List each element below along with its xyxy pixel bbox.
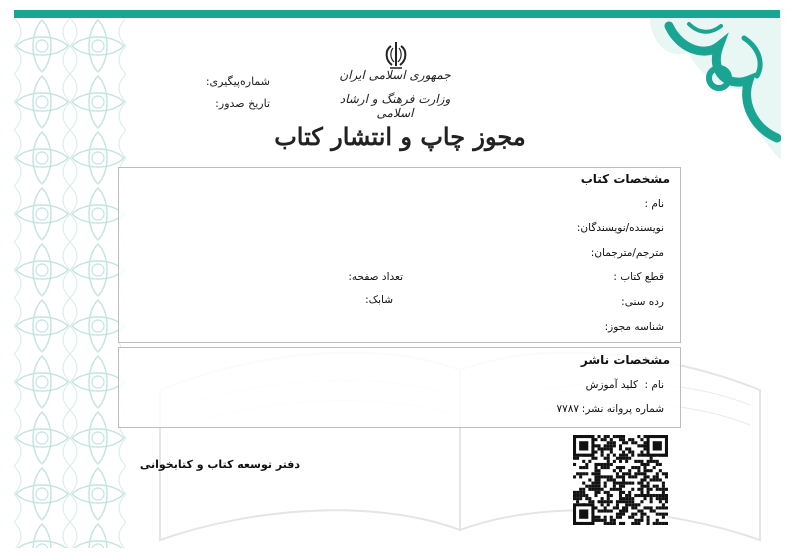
publisher-name-value: کلید آموزش <box>585 379 638 391</box>
permit-id-label: شناسه مجوز: <box>604 321 664 333</box>
publisher-name-label: نام : <box>644 379 664 391</box>
publisher-details-box <box>118 347 681 428</box>
qr-code <box>573 435 668 525</box>
top-accent-bar <box>14 10 780 18</box>
book-format-label: قطع کتاب : <box>613 271 664 283</box>
seal-line-republic: جمهوری اسلامی ایران <box>339 68 451 82</box>
license-number-label: شماره پروانه نشر: <box>581 403 664 415</box>
publisher-details-heading: مشخصات ناشر <box>580 353 670 367</box>
seal-line-ministry: وزارت فرهنگ و ارشاد اسلامی <box>339 92 451 120</box>
license-number-value: ۷۷۸۷ <box>556 403 579 415</box>
iran-emblem-icon <box>380 40 412 70</box>
book-name-label: نام : <box>644 198 664 210</box>
book-details-heading: مشخصات کتاب <box>580 172 670 186</box>
translators-label: مترجم/مترجمان: <box>590 247 664 259</box>
page-count-label: تعداد صفحه: <box>348 271 403 283</box>
isbn-label: شابک: <box>365 294 393 306</box>
left-ornament-pattern <box>14 18 126 548</box>
age-group-label: رده سنی: <box>621 296 664 308</box>
issue-date-label: تاریخ صدور: <box>215 97 270 110</box>
document-title: مجوز چاپ و انتشار کتاب <box>274 122 526 151</box>
book-details-box <box>118 167 681 343</box>
authors-label: نویسنده/نویسندگان: <box>576 222 664 234</box>
registration-number-label: شماره‌پیگیری: <box>205 75 270 88</box>
issuing-office: دفتر توسعه کتاب و کتابخوانی <box>139 458 300 471</box>
corner-ornament <box>649 18 781 160</box>
